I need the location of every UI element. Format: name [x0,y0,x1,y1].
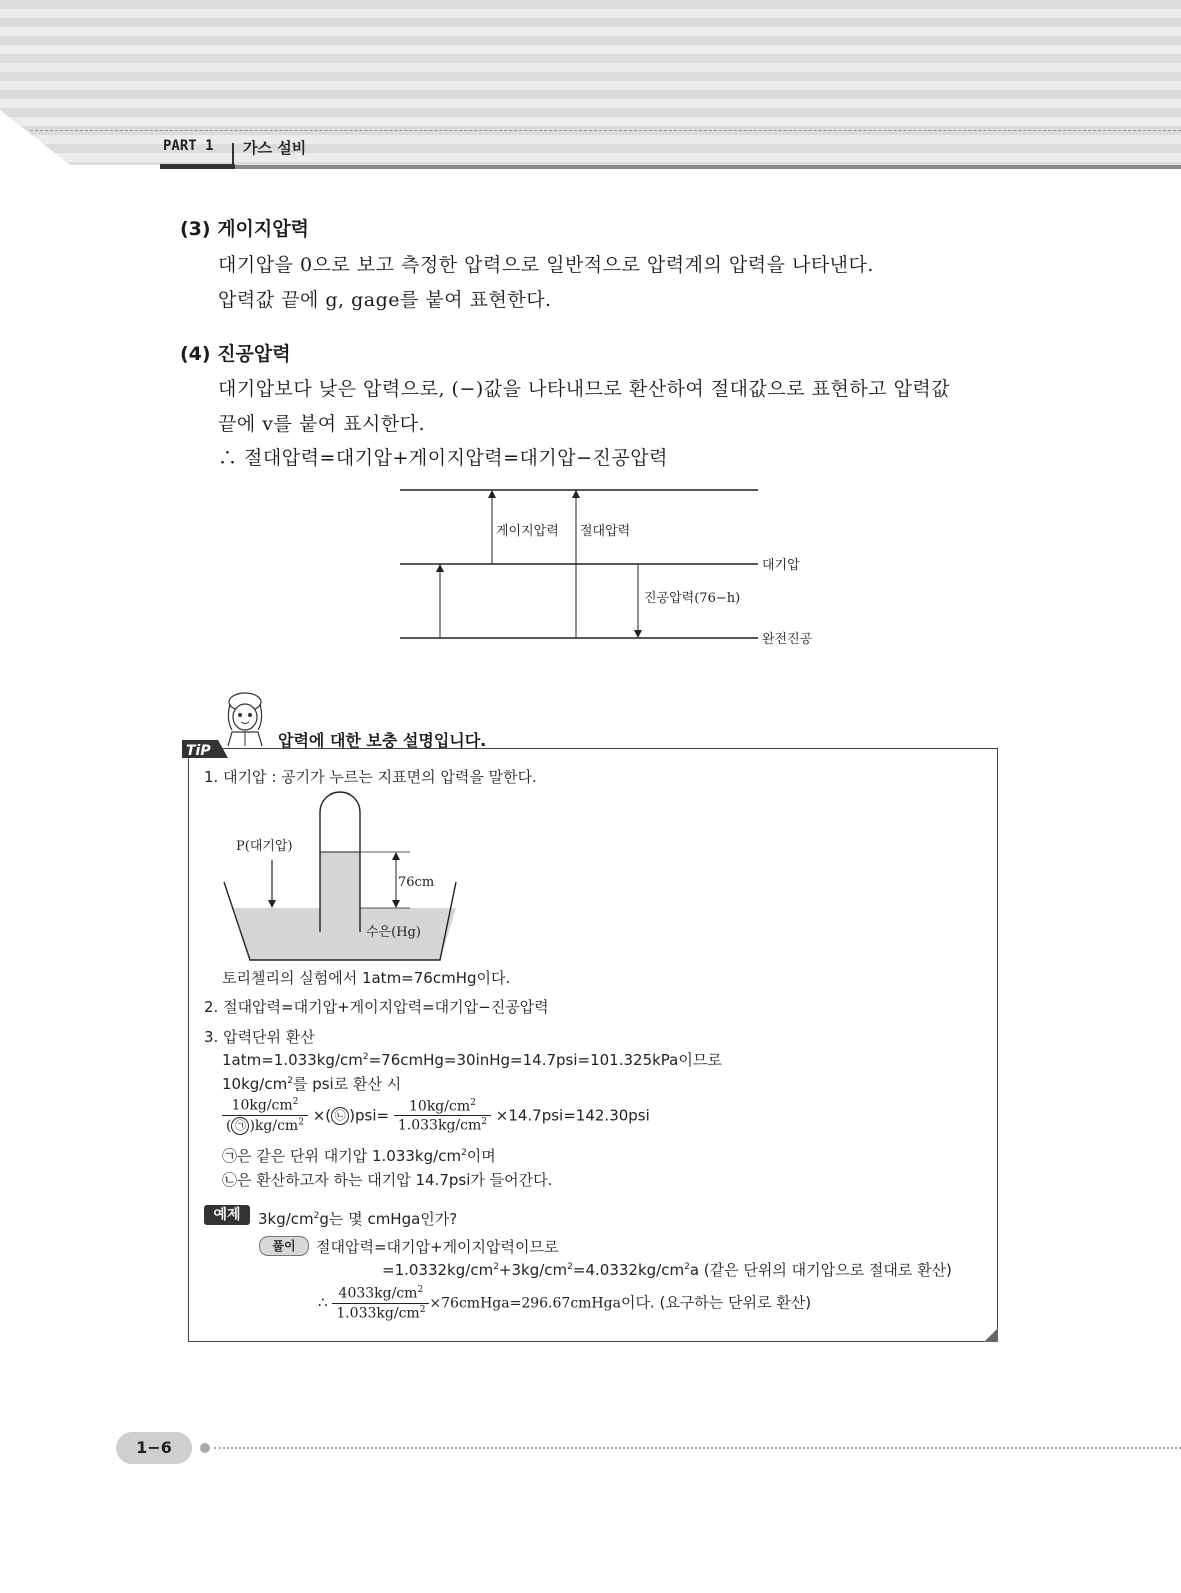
mercury-column-fill [320,852,360,932]
mascot-icon [220,690,270,746]
section-heading-vacuum: (4) 진공압력 [180,343,291,365]
example-question: $3kg/cm^2g$는 몇 cmHga인가? [258,1210,458,1228]
vacuum-label: 진공압력(76−h) [644,591,741,606]
fraction-3: $\frac{4033kg/cm^2}{1.033kg/cm^2}$ [332,1285,429,1321]
vacuum-line-1: 대기압보다 낮은 압력으로, (−)값을 나타내므로 환산하여 절대값으로 표현하고 압력값 [218,378,951,400]
section-heading-gauge: (3) 게이지압력 [180,218,309,240]
conversion-line-1: $1atm=1.033kg/cm^2=76cmHg=30inHg=14.7psi=101.325kPa$이므로 [222,1051,722,1069]
mercury-label: 수은(Hg) [366,925,421,940]
fraction-1: $\frac{10kg/cm^2}{( ㉠ )kg/cm^2}$ [222,1097,308,1135]
example-badge: 예제 [204,1205,250,1225]
vacuum-line-2: 끝에 v를 붙여 표시한다. [218,413,426,435]
tip-heading: 압력에 대한 보충 설명입니다. [278,731,487,750]
note-1: ㉠은 같은 단위 대기압 $1.033kg/cm^2$이며 [222,1147,496,1165]
footer-dot [200,1443,210,1453]
absolute-label: 절대압력 [580,524,631,539]
tip-corner-fold [984,1328,998,1342]
gauge-label: 게이지압력 [496,524,559,539]
height-label: 76cm [398,875,435,890]
header-rule [235,165,1181,169]
header-cut [0,110,70,165]
tip-item-1: 1. 대기압 : 공기가 누르는 지표면의 압력을 말한다. [204,768,537,786]
fraction-2: $\frac{10kg/cm^2}{1.033kg/cm^2}$ [394,1098,491,1134]
part-label: PART 1 [163,138,214,154]
tip-item-3: 3. 압력단위 환산 [204,1028,315,1046]
solution-line-3: ∴ $\frac{4033kg/cm^2}{1.033kg/cm^2}$ ×76cmHga=296.67cmHga이다. (요구하는 단위로 환산) [318,1285,812,1322]
page-number: 1−6 [116,1432,192,1464]
tip-item-2: 2. 절대압력=대기압+게이지압력=대기압−진공압력 [204,998,549,1016]
atmosphere-label: 대기압 [762,558,800,573]
vacuum-conclusion: ∴ 절대압력=대기압+게이지압력=대기압−진공압력 [218,447,668,469]
solution-line-2: $=1.0332kg/cm^2+3kg/cm^2=4.0332kg/cm^2a$ (같은 단위의 대기압으로 절대로 환산) [382,1261,952,1279]
svg-text:TiP: TiP [186,743,211,759]
note-2: ㉡은 환산하고자 하는 대기압 14.7psi가 들어간다. [222,1171,553,1189]
p-label: P(대기압) [236,839,293,854]
header-rule-accent [160,164,235,169]
part-title: 가스 설비 [243,139,307,157]
conversion-equation: $\frac{10kg/cm^2}{( ㉠ )kg/cm^2}$ ×( ㉡ )psi= $\frac{10kg/cm^2}{1.033kg/cm^2}$ ×14.7psi=142.30psi [222,1097,650,1135]
conversion-line-2: $10kg/cm^2$를 psi로 환산 시 [222,1075,402,1093]
solution-badge: 풀이 [259,1236,309,1256]
torricelli-diagram [220,790,470,965]
torricelli-note: 토리첼리의 실험에서 1atm=76cmHg이다. [222,969,511,987]
header-dash-line [30,130,1181,131]
perfect-vacuum-label: 완전진공 [762,632,813,647]
part-separator [232,143,234,165]
pressure-diagram [390,478,830,653]
gauge-line-1: 대기압을 0으로 보고 측정한 압력으로 일반적으로 압력계의 압력을 나타낸다. [218,254,874,276]
footer-rule [214,1447,1181,1449]
gauge-line-2: 압력값 끝에 g, gage를 붙여 표현한다. [218,289,552,311]
solution-line-1: 절대압력=대기압+게이지압력이므로 [316,1238,559,1256]
